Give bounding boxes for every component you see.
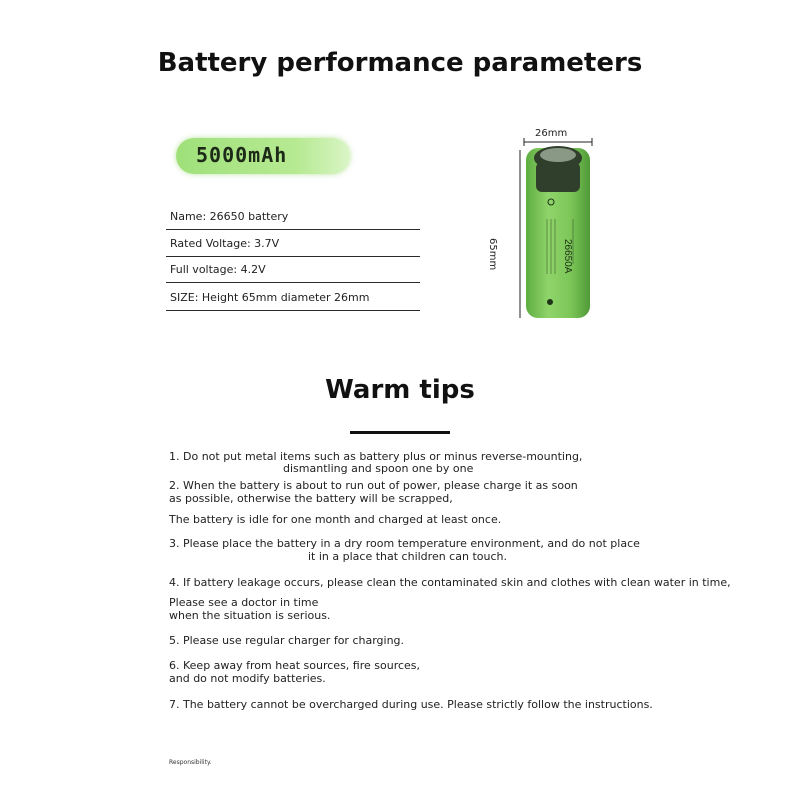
- minus-icon: [547, 299, 553, 305]
- spec-row-rated-voltage: Rated Voltage: 3.7V: [166, 231, 420, 257]
- tip-1-line-2: dismantling and spoon one by one: [283, 462, 474, 475]
- tip-6-line-2: and do not modify batteries.: [169, 672, 326, 685]
- tip-6-line-1: 6. Keep away from heat sources, fire sources,: [169, 659, 421, 672]
- height-label: 65mm: [487, 238, 498, 271]
- page-title: Battery performance parameters: [157, 48, 643, 78]
- tip-4-line-1: 4. If battery leakage occurs, please clean the contaminated skin and clothes with clean water in time,: [169, 576, 731, 589]
- tip-2-line-2: as possible, otherwise the battery will be scrapped,: [169, 492, 453, 505]
- spec-row-size: SIZE: Height 65mm diameter 26mm: [166, 285, 420, 311]
- tip-1-line-1: 1. Do not put metal items such as battery plus or minus reverse-mounting,: [169, 450, 583, 463]
- battery-illustration: [510, 124, 600, 324]
- spec-row-name: Name: 26650 battery: [166, 204, 420, 230]
- capacity-label: 5000mAh: [196, 143, 288, 167]
- tip-4-line-3: when the situation is serious.: [169, 609, 331, 622]
- tip-2-line-1: 2. When the battery is about to run out of power, please charge it as soon: [169, 479, 578, 492]
- footer-note: Responsibility.: [169, 759, 212, 766]
- tip-3-line-2: it in a place that children can touch.: [308, 550, 507, 563]
- tip-2-line-3: The battery is idle for one month and charged at least once.: [169, 513, 502, 526]
- tip-7: 7. The battery cannot be overcharged during use. Please strictly follow the instructions.: [169, 698, 653, 711]
- tips-title: Warm tips: [325, 375, 475, 405]
- tips-divider: [350, 431, 450, 434]
- tip-5: 5. Please use regular charger for charging.: [169, 634, 405, 647]
- tip-4-line-2: Please see a doctor in time: [169, 596, 319, 609]
- battery-model-text: 26650A: [562, 239, 573, 274]
- tip-3-line-1: 3. Please place the battery in a dry room temperature environment, and do not place: [169, 537, 640, 550]
- width-label: 26mm: [535, 128, 568, 139]
- battery-image: [510, 124, 600, 324]
- spec-row-full-voltage: Full voltage: 4.2V: [166, 257, 420, 283]
